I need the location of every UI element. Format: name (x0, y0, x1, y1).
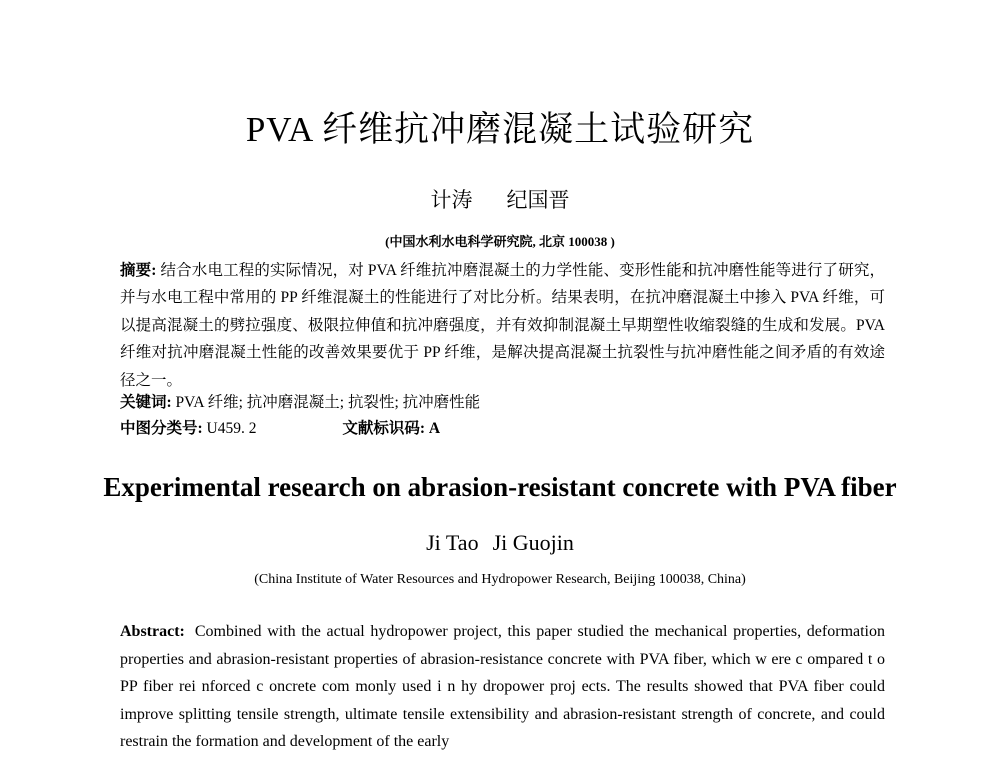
chinese-affiliation: (中国水利水电科学研究院, 北京 100038 ) (385, 234, 615, 249)
doc-code-value: A (428, 420, 441, 437)
chinese-abstract-text: 结合水电工程的实际情况，对 PVA 纤维抗冲磨混凝土的力学性能、变形性能和抗冲磨性能等进行了研究，并与水电工程中常用的 PP 纤维混凝土的性能进行了对比分析。结果表明，在抗冲磨混凝土中掺入 PVA 纤维，可以提高混凝土的劈拉强度、极限拉伸值和抗冲磨强度，并有效抑制混凝土早期塑性收缩裂缝的生成和发展。PVA 纤维对抗冲磨混凝土性能的改善效果要优于 PP 纤维，是解决提高混凝土抗裂性与抗冲磨性能之间矛盾的有效途径之一。 (120, 262, 885, 389)
chinese-keywords-text: PVA 纤维; 抗冲磨混凝土; 抗裂性; 抗冲磨性能 (175, 394, 481, 411)
clc-label: 中图分类号: (120, 420, 203, 437)
chinese-authors (0, 186, 1000, 214)
english-abstract-label: Abstract: (120, 623, 185, 640)
english-author-1: Ji Tao (426, 530, 479, 555)
english-authors (0, 528, 1000, 558)
chinese-author-1: 计涛 (430, 188, 473, 212)
english-title: Experimental research on abrasion-resistant concrete with PVA fiber (103, 472, 897, 502)
chinese-keywords-label: 关键词: (120, 394, 172, 411)
english-affiliation: (China Institute of Water Resources and Hydropower Research, Beijing 100038, China) (254, 572, 746, 587)
chinese-author-2: 纪国晋 (506, 188, 570, 212)
clc-value: U459. 2 (206, 420, 257, 437)
english-author-2: Ji Guojin (492, 530, 574, 555)
chinese-abstract (120, 257, 885, 394)
chinese-abstract-label: 摘要: (120, 262, 157, 279)
english-abstract (120, 618, 885, 756)
doc-code-label: 文献标识码: (342, 420, 426, 437)
chinese-classification (120, 417, 885, 441)
chinese-keywords (120, 391, 885, 415)
chinese-title: PVA 纤维抗冲磨混凝土试验研究 (245, 110, 755, 149)
english-abstract-text: Combined with the actual hydropower project, this paper studied the mechanical properties, deformation properties and abrasion-resistant properties of abrasion-resistance concrete with PVA fiber, which w ere c ompared t o PP fiber rei nforced c oncrete com monly used i n hy dropower proj ects. The results showed that PVA fiber could improve splitting tensile strength, ultimate tensile extensibility and abrasion-resistant strength of concrete, and could restrain the formation and development of the early (120, 623, 885, 751)
